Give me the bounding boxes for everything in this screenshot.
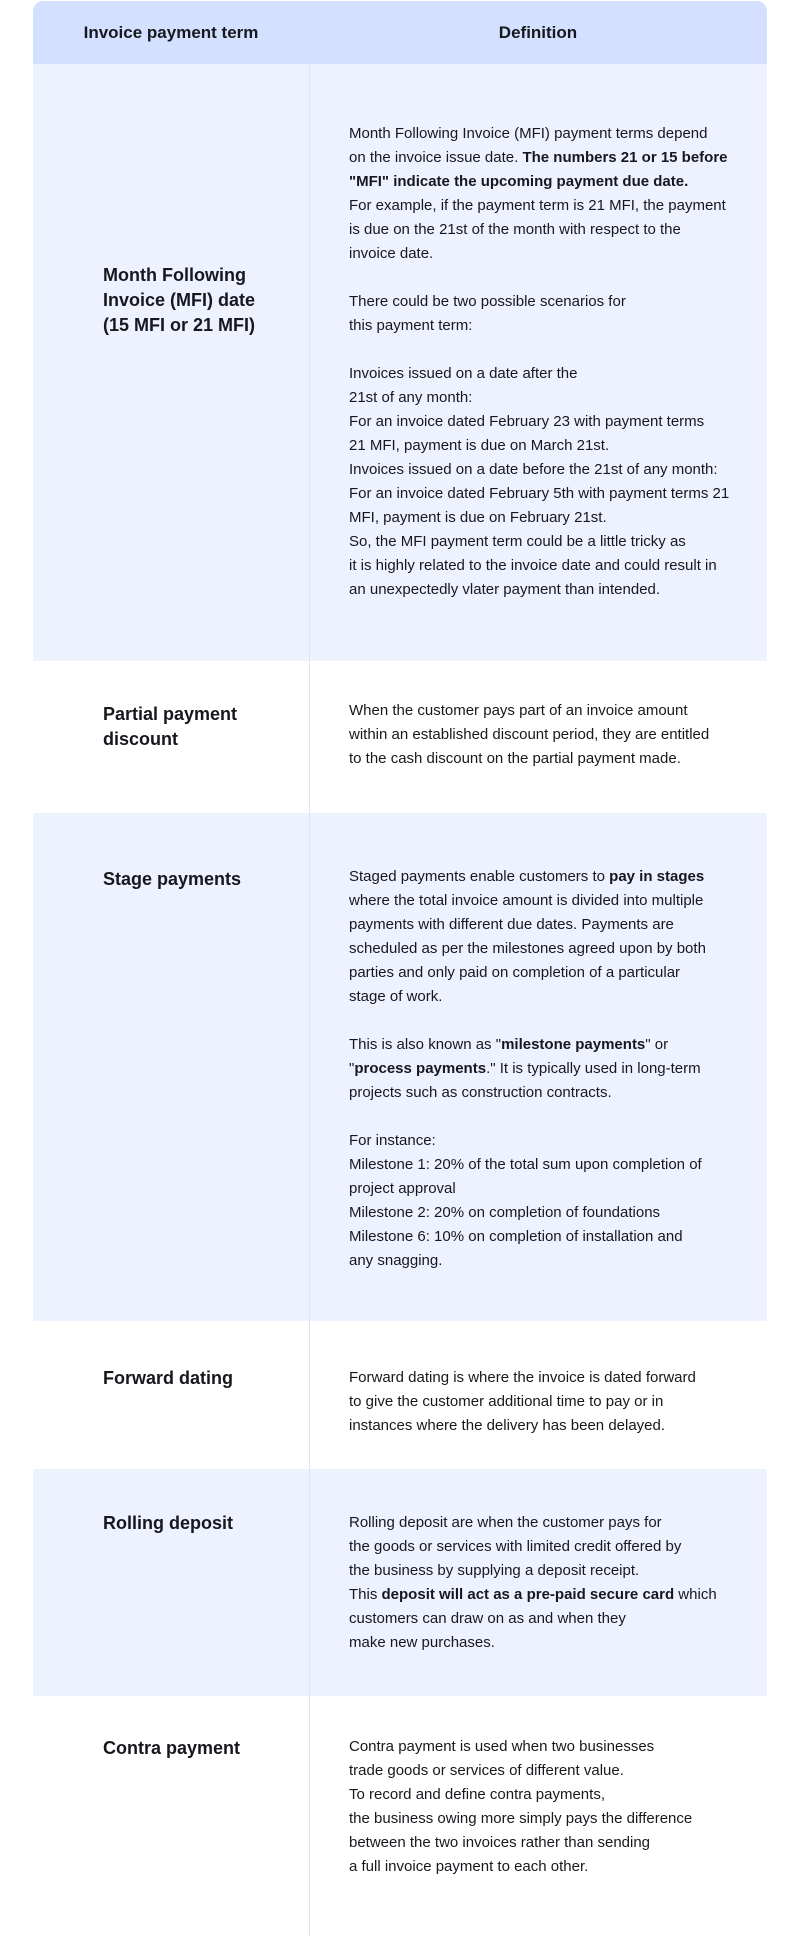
definition-line: instances where the delivery has been delayed. (349, 1417, 666, 1434)
definition-line: customers can draw on as and when they (349, 1610, 626, 1627)
definition-line: the business by supplying a deposit receipt. (349, 1562, 640, 1579)
definition-line (349, 146, 737, 170)
row-term (33, 1469, 309, 1696)
table-row (33, 1321, 767, 1469)
definition-line: So, the MFI payment term could be a little tricky as (349, 533, 686, 550)
text-run: This is also known as " (349, 1036, 502, 1053)
bold-text: The numbers 21 or 15 before (522, 149, 728, 166)
table-row (33, 64, 767, 661)
definition-line: Invoices issued on a date before the 21st of any month: (349, 461, 718, 478)
definition-line: For instance: (349, 1132, 436, 1149)
definition-line: Milestone 2: 20% on completion of foundations (349, 1204, 661, 1221)
table-header (33, 1, 767, 64)
definition-line: to give the customer additional time to pay or in (349, 1393, 664, 1410)
text-run: Staged payments enable customers to (349, 868, 610, 885)
definition-line: within an established discount period, they are entitled (349, 726, 710, 743)
definition-line: payments with different due dates. Payments are (349, 916, 674, 933)
text-run: ." It is typically used in long-term (486, 1060, 701, 1077)
definition-line: trade goods or services of different value. (349, 1762, 624, 1779)
definition-line: 21 MFI, payment is due on March 21st. (349, 437, 610, 454)
row-term (33, 1321, 309, 1469)
row-definition (310, 1469, 767, 1696)
text-run: " (349, 1060, 355, 1077)
row-definition (310, 1696, 767, 1936)
definition-line: make new purchases. (349, 1634, 495, 1651)
definition-line: where the total invoice amount is divided into multiple (349, 892, 704, 909)
definition-line: is due on the 21st of the month with respect to the (349, 221, 681, 238)
definition-line: When the customer pays part of an invoice amount (349, 702, 688, 719)
definition-line: Invoices issued on a date after the (349, 365, 578, 382)
definition-line: scheduled as per the milestones agreed upon by both (349, 940, 706, 957)
definition-line: invoice date. (349, 245, 434, 262)
term-label: Rolling deposit (103, 1513, 233, 1533)
table-row (33, 813, 767, 1321)
definition-line: a full invoice payment to each other. (349, 1858, 589, 1875)
definition-line: Contra payment is used when two businesses (349, 1738, 655, 1755)
table-row (33, 661, 767, 813)
header-definition: Definition (498, 22, 578, 42)
definition-line: There could be two possible scenarios for (349, 293, 626, 310)
definition-line: Month Following Invoice (MFI) payment terms depend (349, 125, 708, 142)
definition-line: Forward dating is where the invoice is dated forward (349, 1369, 696, 1386)
definition-line: Milestone 1: 20% of the total sum upon completion of (349, 1156, 702, 1173)
text-run: on the invoice issue date. (349, 149, 523, 166)
definition-line (349, 1033, 737, 1057)
header-term: Invoice payment term (83, 22, 259, 42)
bold-text: process payments (354, 1060, 487, 1077)
definition-line: For example, if the payment term is 21 MFI, the payment (349, 197, 726, 214)
definition-line: 21st of any month: (349, 389, 473, 406)
definition-line (349, 865, 737, 889)
definition-line: To record and define contra payments, (349, 1786, 605, 1803)
term-label: Contra payment (103, 1738, 241, 1758)
definition-line: parties and only paid on completion of a particular (349, 964, 681, 981)
definition-line: the goods or services with limited credit offered by (349, 1538, 682, 1555)
table-row (33, 1696, 767, 1936)
text-run: " or (645, 1036, 669, 1053)
bold-text: pay in stages (609, 868, 705, 885)
definition-line: Milestone 6: 10% on completion of installation and (349, 1228, 683, 1245)
payment-terms-table (33, 1, 767, 1936)
text-run: This (349, 1586, 382, 1603)
definition-line: Rolling deposit are when the customer pays for (349, 1514, 662, 1531)
bold-line: "MFI" indicate the upcoming payment due date. (349, 173, 689, 190)
definition-line: stage of work. (349, 988, 443, 1005)
text-run: which (674, 1586, 717, 1603)
definition-line (349, 1583, 737, 1607)
definition-line: For an invoice dated February 5th with payment terms 21 (349, 485, 730, 502)
definition-line: an unexpectedly vlater payment than intended. (349, 581, 661, 598)
row-definition (310, 813, 767, 1321)
term-label: Stage payments (103, 869, 242, 889)
definition-line: MFI, payment is due on February 21st. (349, 509, 607, 526)
row-definition (310, 661, 767, 813)
term-label: Month Following Invoice (MFI) date (15 MFI or 21 MFI) (103, 265, 256, 335)
row-term (33, 813, 309, 1321)
definition-line: the business owing more simply pays the difference (349, 1810, 693, 1827)
definition-line: any snagging. (349, 1252, 443, 1269)
term-label: Forward dating (103, 1368, 233, 1388)
row-term (33, 1696, 309, 1936)
row-term (33, 64, 309, 661)
definition-line: it is highly related to the invoice date and could result in (349, 557, 717, 574)
row-definition (310, 1321, 767, 1469)
table-row (33, 1469, 767, 1696)
definition-line: project approval (349, 1180, 456, 1197)
row-term (33, 661, 309, 813)
term-label: Partial payment discount (103, 704, 238, 749)
definition-line: this payment term: (349, 317, 473, 334)
definition-line: between the two invoices rather than sending (349, 1834, 651, 1851)
definition-line: projects such as construction contracts. (349, 1084, 612, 1101)
bold-text: milestone payments (501, 1036, 646, 1053)
row-definition (310, 64, 767, 661)
definition-line: to the cash discount on the partial payment made. (349, 750, 681, 767)
definition-line (349, 1057, 737, 1081)
bold-text: deposit will act as a pre-paid secure card (381, 1586, 675, 1603)
definition-line: For an invoice dated February 23 with payment terms (349, 413, 705, 430)
